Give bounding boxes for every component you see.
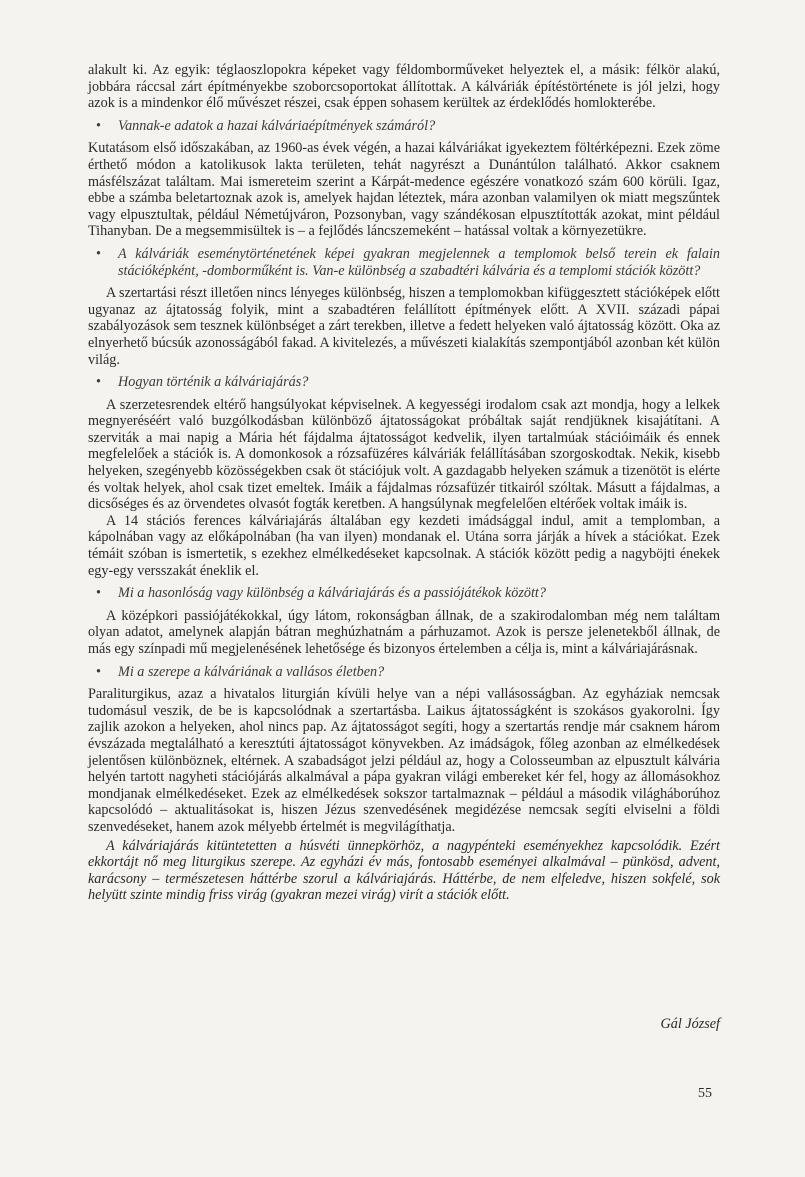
article-body: [88, 62, 720, 904]
interview-question: • Mi a hasonlóság vagy különbség a kálváriajárás és a passiójátékok között?: [88, 585, 720, 602]
author-signature: Gál József: [660, 1016, 720, 1032]
interview-question: • Vannak-e adatok a hazai kálváriaépítmények számáról?: [88, 118, 720, 135]
interview-question: • A kálváriák eseménytörténetének képei gyakran megjelennek a templomok belső terein ek falain stációképként, -domborműként is. Van-e különbség a szabadtéri kálvária és a templomi stációk között?: [88, 246, 720, 279]
interview-question: • Hogyan történik a kálváriajárás?: [88, 374, 720, 391]
paragraph: A 14 stációs ferences kálváriajárás általában egy kezdeti imádsággal indul, amit a templomban, a kápolnában vagy az előkápolnában (ha van ilyen) mondanak el. Utána sorra járják a hívek a stációkat. Ezek témáit szóban is ismertetik, s ezekhez elmélkedéseket kapcsolnak. A stációk között pedig a nagyböjti énekek egy-egy versszakát éneklik el.: [88, 512, 720, 579]
interview-question: • Mi a szerepe a kálváriának a vallásos életben?: [88, 664, 720, 681]
paragraph: A szertartási részt illetően nincs lényeges különbség, hiszen a templomokban kifüggesztett stációképek előtt ugyanaz az ájtatosság folyik, mint a szabadtéren felállított építmények előtt. A XVII. századi pápai szabályozások sem tesznek különbséget a zárt terekben, illetve a fedett helyeken való ájtatosság között. Oka az elnyerhető búcsúk azonosságából fakad. A kivitelezés, a művészeti kialakítás szempontjából azonban két külön világ.: [88, 285, 720, 368]
paragraph: Paraliturgikus, azaz a hivatalos liturgián kívüli helye van a népi vallásosságban. Az egyháziak nemcsak tudomásul veszik, de be is kapcsolódnak a szertartásba. Laikus ájtatosságként is szokásos gyakorolni. Így zajlik azokon a helyeken, ahol nincs pap. Az ájtatosságot segíti, hogy a szertartás rendje már csaknem három évszázada megtalálható a keresztúti ájtatosságot könyvekben. Az imádságok, főleg azonban az elmélkedések jelentősen különböznek, eltérnek. A szabadságot jelzi például az, hogy a Colosseumban az elpusztult kálvária helyén tartott nagyheti stációjárás alkalmával a pápa gyakran világi embereket kér fel, hogy az állomásokhoz mondjanak elmélkedéseket. Ezek az elmélkedések sokszor tartalmaznak – például a második világháborúhoz kapcsolódó – aktualitásokat is, hiszen Jézus szenvedésének megidézése nemcsak segíti elviselni a földi szenvedéseket, hanem azok mélyebb értelmét is megvilágíthatja.: [88, 686, 720, 835]
paragraph: Kutatásom első időszakában, az 1960-as évek végén, a hazai kálváriákat igyekeztem föltérképezni. Ezek zöme érthető módon a katolikusok lakta területen, tehát nagyrészt a Dunántúlon található. Akkor csaknem másfélszázat találtam. Mai ismereteim szerint a Kárpát-medence egészére vonatkozó szám 600 körüli. Igaz, ebbe a számba beletartoznak azok is, amelyek hajdan léteztek, mára azonban valamilyen ok miatt megszűntek vagy elpusztultak, például Németújváron, Pozsonyban, vagy szándékosan elpusztították azokat, mint például Tihanyban. De a megsemmisültek is – a fejlődés láncszemeként – hatással voltak a környezetükre.: [88, 140, 720, 240]
closing-italic-paragraph: A kálváriajárás kitüntetetten a húsvéti ünnepkörhöz, a nagypénteki eseményekhez kapcsolódik. Ezért ekkortájt nő meg liturgikus szerepe. Az egyházi év más, fontosabb eseményei alkalmával – pünkösd, advent, karácsony – természetesen háttérbe szorul a kálváriajárás. Háttérbe, de nem elfeledve, hiszen sokfelé, sok helyütt szinte mindig friss virág (gyakran mezei virág) virít a stációk előtt.: [88, 837, 720, 904]
paragraph: A szerzetesrendek eltérő hangsúlyokat képviselnek. A kegyességi irodalom csak azt mondja, hogy a lelkek megnyeréséért való buzgólkodásban különböző ájtatosságokat próbáltak saját rendjüknek kisajátítani. A szerviták a mai napig a Mária hét fájdalma ájtatosságot kedvelik, ilyen tartalmúak stációimáik és ennek megfelelőek a stációk is. A domonkosok a rózsafüzéres kálváriák felállításában szorgoskodtak. Nekik, kisebb helyeken, szegényebb közösségekben csak öt stációjuk volt. A gazdagabb helyeken számuk a tizenötöt is elérte és voltak helyek, ahol csak tizet emeltek. Imáik a fájdalmas rózsafüzér titkairól szóltak. Másutt a fájdalmas, a dicsőséges és az örvendetes olvasót fogták keretben. A hangsúlynak megfelelően eltérőek voltak imáik is.: [88, 396, 720, 513]
paragraph: alakult ki. Az egyik: téglaoszlopokra képeket vagy féldomborműveket helyeztek el, a másik: félkör alakú, jobbára ráccsal zárt építményekbe szoborcsoportokat állítottak. A kálváriák építéstörténete is jól jelzi, hogy azok is a mindenkor élő művészet részei, csak éppen sohasem kerültek az érdeklődés homlokterébe.: [88, 62, 720, 112]
page-number: 55: [698, 1086, 712, 1101]
paragraph: A középkori passiójátékokkal, úgy látom, rokonságban állnak, de a szakirodalomban még nem találtam olyan adatot, amelynek alapján bátran meghúzhatnám a párhuzamot. Azok is persze jelenetekből állnak, de más egy színpadi mű megjelenésének lehetősége és bizonyos értelemben a célja is, mint a kálváriajárásnak.: [88, 607, 720, 657]
